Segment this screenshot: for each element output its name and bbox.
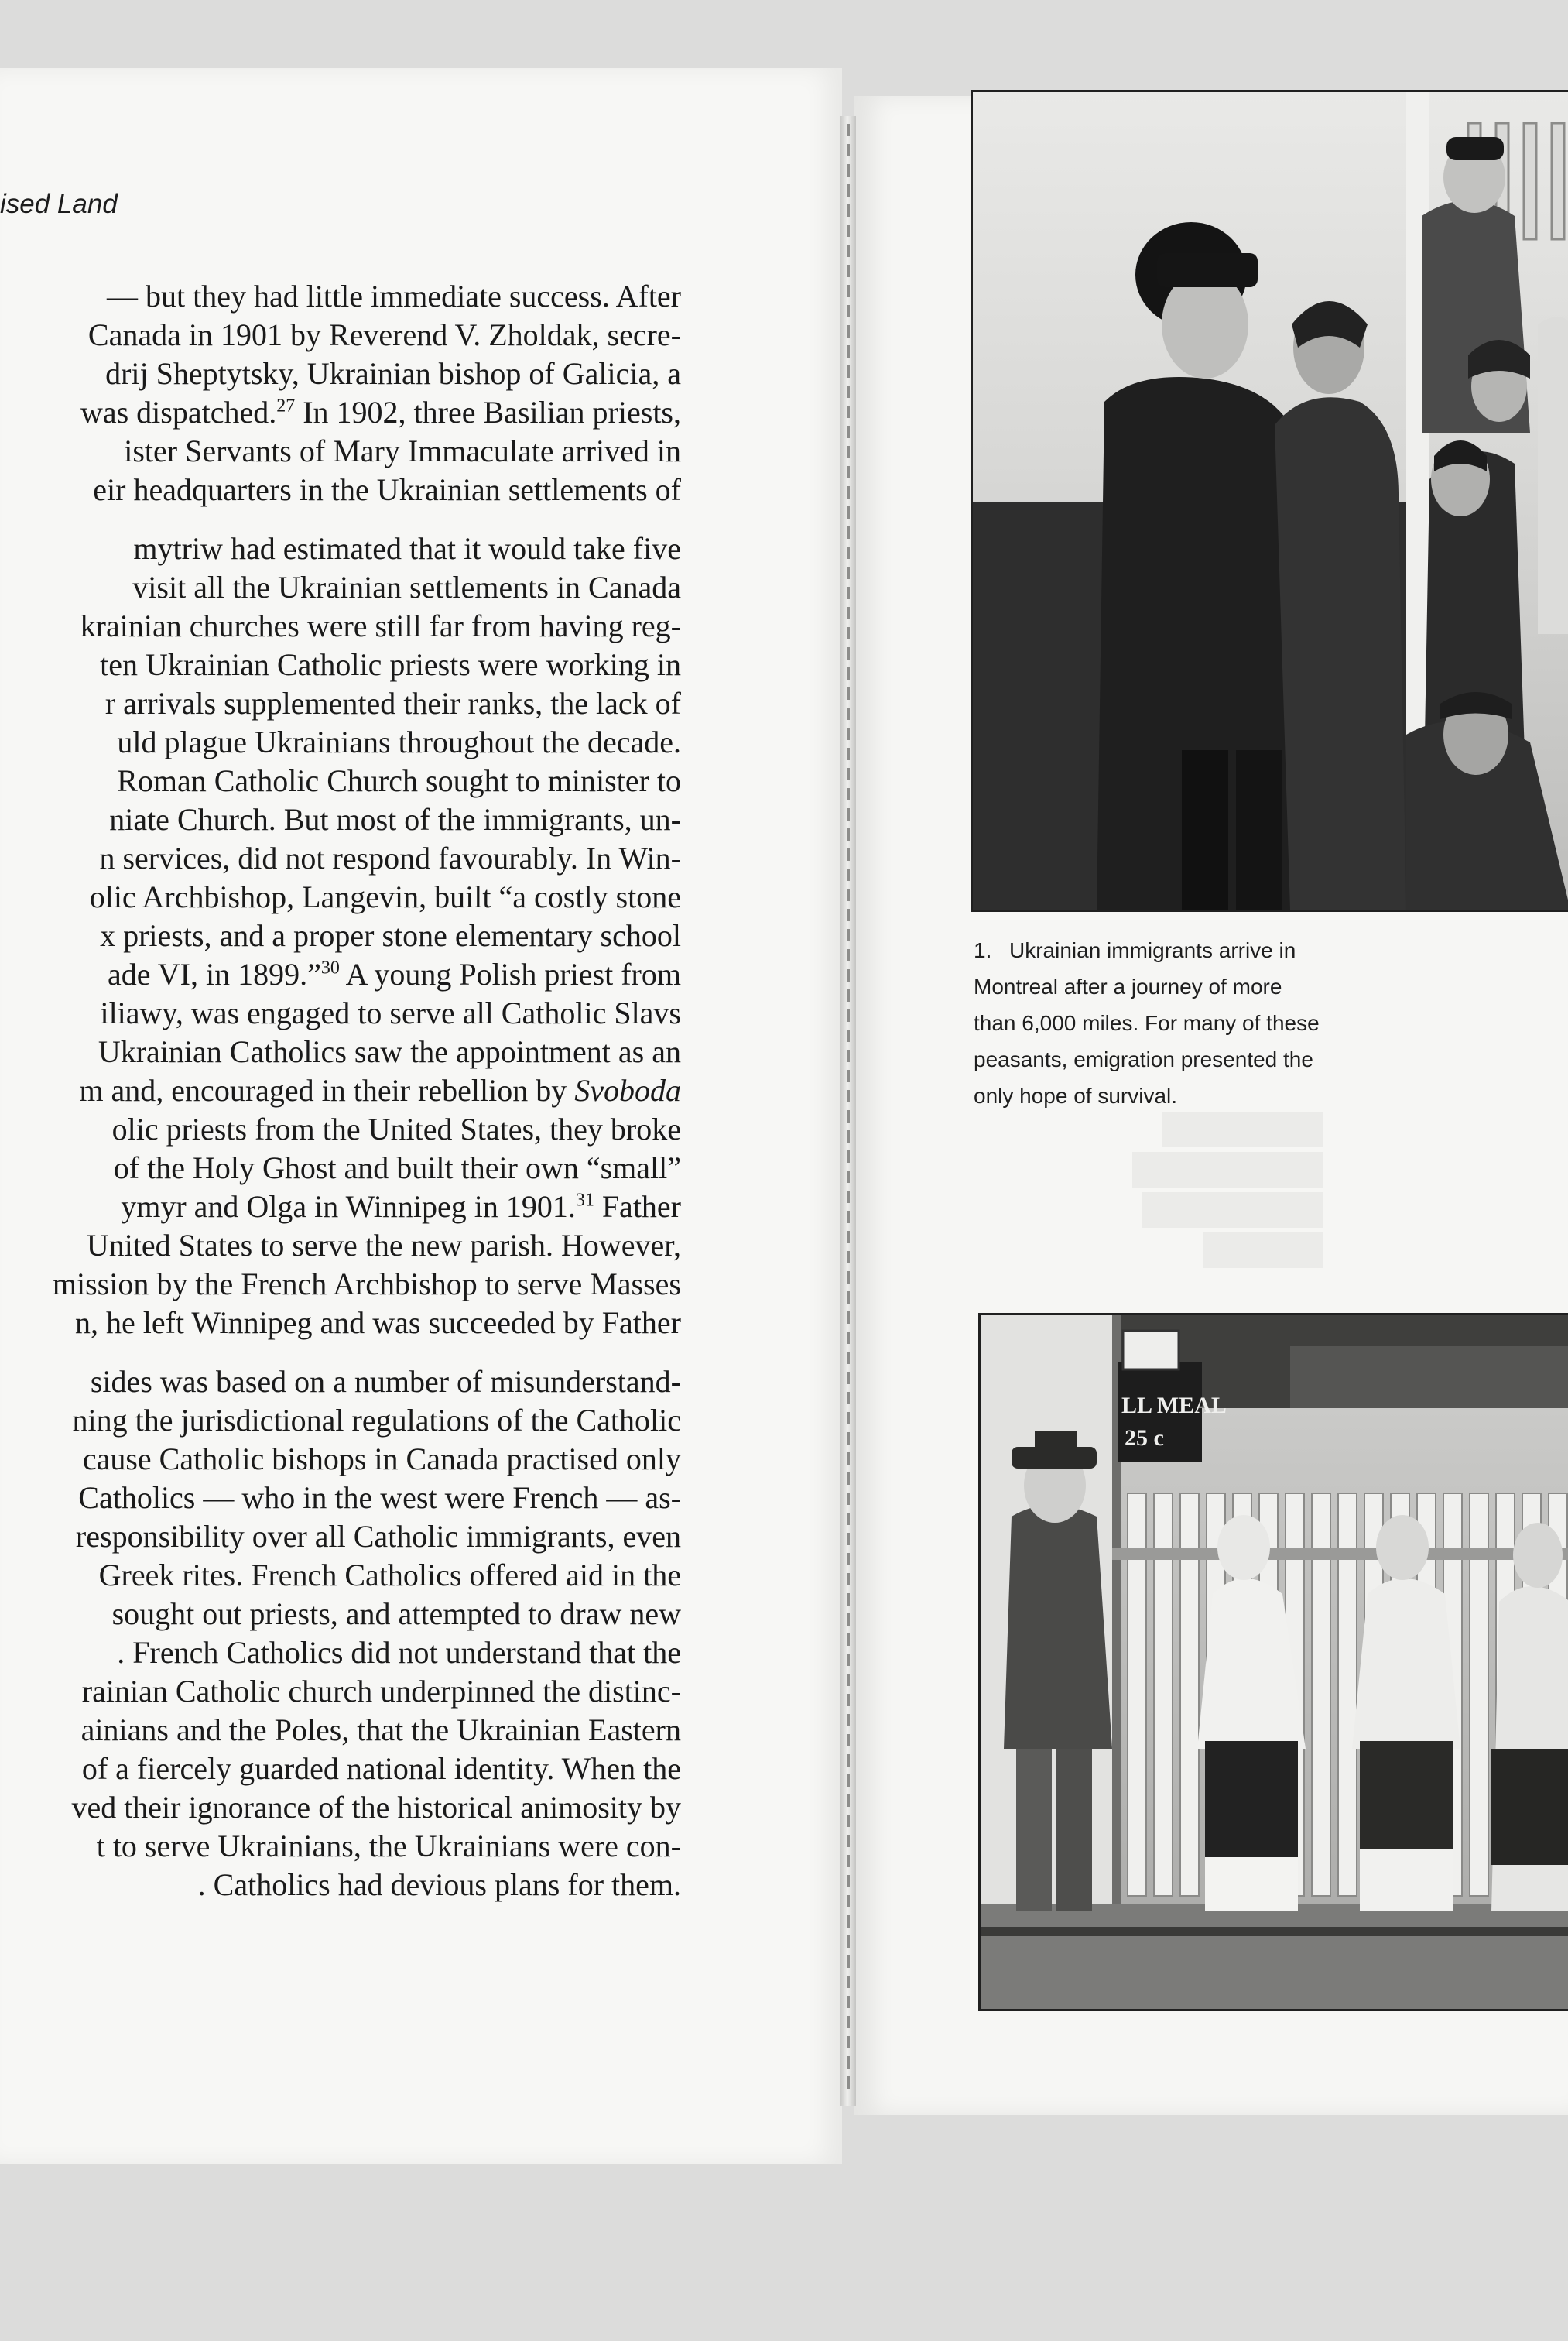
text-line: . Catholics had devious plans for them. xyxy=(197,1867,681,1902)
sign-meal-text: LL MEAL xyxy=(1121,1393,1227,1418)
caption-text: Ukrainian immigrants arrive in xyxy=(1009,938,1296,962)
binding-stitches xyxy=(847,124,850,2090)
text-line: m and, encouraged in their rebellion by Svoboda xyxy=(79,1073,681,1108)
text-line: Canada in 1901 by Reverend V. Zholdak, secre- xyxy=(87,317,681,352)
figure-2-photo xyxy=(978,1313,1568,2011)
text-line: cause Catholic bishops in Canada practised only xyxy=(82,1441,681,1476)
text-line: krainian churches were still far from having reg- xyxy=(80,608,681,643)
text-line: Greek rites. French Catholics offered aid in the xyxy=(98,1558,681,1592)
text-line: drij Sheptytsky, Ukrainian bishop of Galicia, a xyxy=(105,356,681,391)
caption-line: only hope of survival. xyxy=(974,1084,1178,1108)
text-line: responsibility over all Catholic immigrants, even xyxy=(75,1519,681,1554)
text-line: n services, did not respond favourably. In Win- xyxy=(99,841,681,876)
text-line: . French Catholics did not understand that the xyxy=(117,1635,681,1670)
text-line: olic Archbishop, Langevin, built “a costly stone xyxy=(89,879,681,914)
text-line: was dispatched.$^{27}$ In 1902, three Basilian priests, xyxy=(80,395,681,430)
text-line: ainians and the Poles, that the Ukrainian Eastern xyxy=(80,1712,681,1747)
text-line: olic priests from the United States, they broke xyxy=(111,1112,681,1147)
caption-line: peasants, emigration presented the xyxy=(974,1047,1313,1071)
text-line: Roman Catholic Church sought to minister to xyxy=(117,763,681,798)
text-line: of the Holy Ghost and built their own “small” xyxy=(113,1150,681,1185)
text-line: n, he left Winnipeg and was succeeded by Father xyxy=(75,1305,681,1340)
text-line: ved their ignorance of the historical animosity by xyxy=(71,1790,681,1825)
caption-line: Montreal after a journey of more xyxy=(974,975,1282,999)
figure-number: 1. xyxy=(974,938,992,962)
paragraph-gap xyxy=(0,1342,681,1362)
caption-line xyxy=(974,932,1337,968)
text-line: United States to serve the new parish. However, xyxy=(86,1228,681,1263)
footnote-ref: 27 xyxy=(276,396,296,416)
text-line: — but they had little immediate success. After xyxy=(106,279,681,314)
footnote-ref: 31 xyxy=(575,1190,594,1211)
text-line: ten Ukrainian Catholic priests were working in xyxy=(100,647,681,682)
paragraph-gap xyxy=(0,509,681,530)
figure-1-photo xyxy=(971,90,1568,912)
text-line: visit all the Ukrainian settlements in Canada xyxy=(132,570,681,605)
text-line: ade VI, in 1899.”$^{30}$ A young Polish priest from xyxy=(108,957,681,992)
station-photo-illustration xyxy=(981,1315,1568,2009)
text-line: niate Church. But most of the immigrants, un- xyxy=(109,802,681,837)
text-line: ymyr and Olga in Winnipeg in 1901.31 Father xyxy=(121,1189,681,1224)
text-line: rainian Catholic church underpinned the distinc- xyxy=(81,1674,681,1709)
text-line: ning the jurisdictional regulations of the Catholic xyxy=(72,1403,681,1438)
text-line: sought out priests, and attempted to draw new xyxy=(111,1596,681,1631)
text-line: mytriw had estimated that it would take five xyxy=(133,531,681,566)
text-line: mission by the French Archbishop to serve Masses xyxy=(52,1266,681,1301)
sign-price-text: 25 c xyxy=(1125,1425,1164,1451)
text-line: Catholics — who in the west were French — as- xyxy=(78,1480,681,1515)
immigrants-photo-illustration xyxy=(973,92,1568,910)
text-line: eir headquarters in the Ukrainian settlements of xyxy=(93,472,681,507)
text-line: of a fiercely guarded national identity. When the xyxy=(81,1751,681,1786)
text-line: x priests, and a proper stone elementary school xyxy=(100,918,681,953)
text-line: t to serve Ukrainians, the Ukrainians were con- xyxy=(96,1829,681,1863)
text-line: r arrivals supplemented their ranks, the lack of xyxy=(104,686,681,721)
figure-1-caption xyxy=(974,932,1337,1114)
text-line: Ukrainian Catholics saw the appointment as an xyxy=(98,1034,681,1069)
running-head: ised Land xyxy=(0,189,118,219)
caption-line: than 6,000 miles. For many of these xyxy=(974,1011,1320,1035)
text-line: sides was based on a number of misunderstand- xyxy=(90,1364,681,1399)
text-line: ister Servants of Mary Immaculate arrived in xyxy=(124,434,681,468)
show-through-text xyxy=(1122,1107,1323,1273)
text-line: uld plague Ukrainians throughout the decade. xyxy=(117,725,681,759)
italic-text: Svoboda xyxy=(574,1073,681,1108)
footnote-ref: 30 xyxy=(320,958,340,979)
body-text xyxy=(0,277,681,1904)
text-line: iliawy, was engaged to serve all Catholic Slavs xyxy=(100,996,681,1030)
